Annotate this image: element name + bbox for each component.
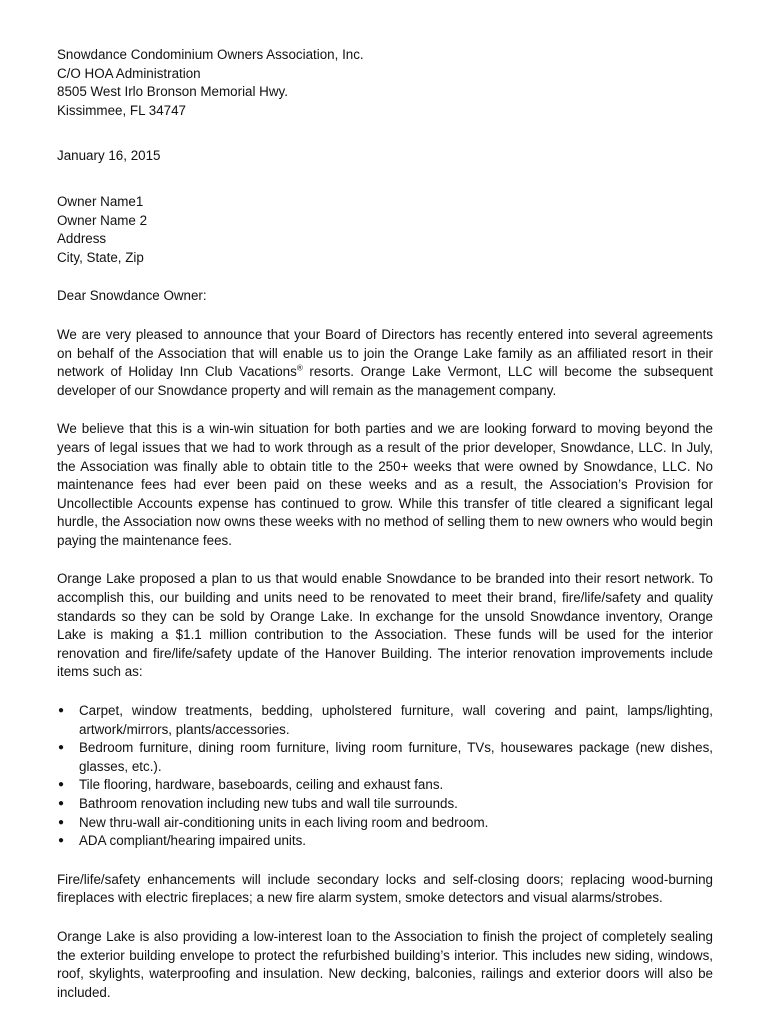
paragraph-background: We believe that this is a win-win situation for both parties and we are looking forward to moving beyond the years of legal issues that we had to work through as a result of the prior developer, Snowdance, LLC. In July, the Association was finally able to obtain title to the 250+ weeks that were owned by Snowdance, LLC. No maintenance fees had ever been paid on these weeks and as a result, the Association’s Provision for Uncollectible Accounts expense has continued to grow. While this transfer of title cleared a significant legal hurdle, the Association now owns these weeks with no method of selling them to new owners who would begin paying the maintenance fees. (57, 421, 713, 548)
list-item (57, 795, 713, 814)
list-item-text: Bathroom renovation including new tubs and wall tile surrounds. (79, 796, 458, 811)
list-item (57, 814, 713, 833)
sender-line-4: Kissimmee, FL 34747 (57, 102, 187, 118)
bullet-icon: ● (58, 705, 65, 717)
paragraph-announcement-text: We are very pleased to announce that your Board of Directors has recently entered into several agreements on behalf of the Association that will enable us to join the Orange Lake family as an affiliated resort in their network of Holiday Inn Club Vacations (57, 326, 713, 380)
sender-line-1: Snowdance Condominium Owners Association, Inc. (57, 47, 364, 62)
renovation-items-list (57, 702, 713, 851)
bullet-icon: ● (58, 816, 65, 828)
recipient-line-3: Address (57, 231, 107, 247)
paragraph-loan: Orange Lake is also providing a low-interest loan to the Association to finish the project of completely sealing the exterior building envelope to protect the refurbished building’s interior. This includes new siding, windows, roof, skylights, waterproofing and insulation. New decking, balconies, railings and exterior doors will also be included. (57, 928, 713, 1000)
list-item-text: Bedroom furniture, dining room furniture, living room furniture, TVs, housewares package (new dishes, glasses, etc.). (79, 740, 713, 774)
letter-date: January 16, 2015 (57, 148, 161, 164)
list-item (57, 739, 713, 776)
list-item-text: Carpet, window treatments, bedding, upholstered furniture, wall covering and paint, lamps/lighting, artwork/mirrors, plants/accessories. (79, 703, 713, 737)
bullet-icon: ● (58, 779, 65, 791)
recipient-line-1: Owner Name1 (57, 193, 144, 209)
list-item (57, 832, 713, 851)
paragraph-announcement-text-end: resorts. Orange Lake Vermont, LLC will become the subsequent developer of our Snowdance property and will remain as the management company. (57, 364, 713, 398)
list-item-text: Tile flooring, hardware, baseboards, ceiling and exhaust fans. (79, 777, 444, 793)
recipient-address (57, 193, 713, 267)
list-item (57, 702, 713, 739)
salutation: Dear Snowdance Owner: (57, 288, 207, 304)
paragraph-proposal: Orange Lake proposed a plan to us that would enable Snowdance to be branded into their resort network. To accomplish this, our building and units need to be renovated to meet their brand, fire/life/safety and quality standards so they can be sold by Orange Lake. In exchange for the unsold Snowdance inventory, Orange Lake is making a $1.1 million contribution to the Association. These funds will be used for the interior renovation and fire/life/safety update of the Hanover Building. The interior renovation improvements include items such as: (57, 571, 713, 680)
paragraph-announcement (57, 326, 713, 400)
bullet-icon: ● (58, 835, 65, 847)
list-item-text: ADA compliant/hearing impaired units. (79, 833, 307, 849)
recipient-line-2: Owner Name 2 (57, 212, 148, 228)
list-item (57, 776, 713, 795)
registered-mark: ® (296, 363, 303, 373)
bullet-icon: ● (58, 798, 65, 809)
sender-line-3: 8505 West Irlo Bronson Memorial Hwy. (57, 84, 288, 100)
recipient-line-4: City, State, Zip (57, 249, 144, 265)
paragraph-fire-safety: Fire/life/safety enhancements will include secondary locks and self-closing doors; replacing wood-burning fireplaces with electric fireplaces; a new fire alarm system, smoke detectors and visual alarms/strobes. (57, 871, 713, 906)
sender-address (57, 46, 713, 120)
bullet-icon: ● (58, 742, 65, 754)
list-item-text: New thru-wall air-conditioning units in each living room and bedroom. (79, 814, 489, 830)
sender-line-2: C/O HOA Administration (57, 65, 201, 81)
